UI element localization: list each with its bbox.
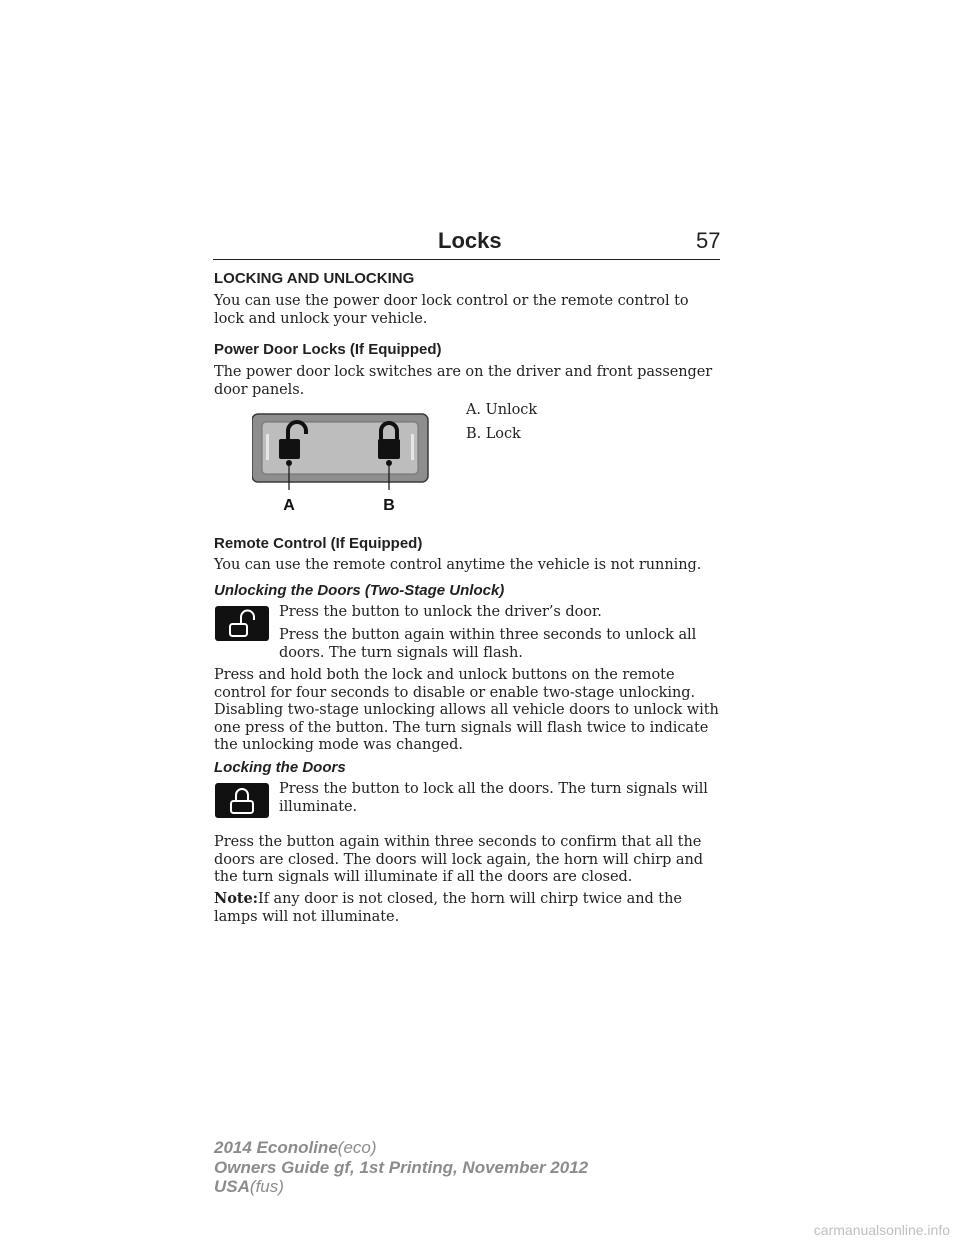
header-rule: [213, 259, 720, 260]
power-locks-body: The power door lock switches are on the driver and front passenger door panels.: [214, 364, 713, 398]
unlock-step-2: Press the button again within three seconds to unlock all doors. The turn signals will flash.: [279, 627, 697, 661]
lock-step-1: Press the button to lock all the doors. The turn signals will illuminate.: [279, 781, 708, 815]
footer-market-code: (fus): [249, 1177, 284, 1196]
unlock-button-icon: [215, 606, 269, 641]
unlock-step-1: Press the button to unlock the driver’s door.: [279, 604, 602, 620]
door-lock-switch-illustration: [252, 412, 430, 520]
two-stage-hold-text: Press and hold both the lock and unlock buttons on the remote control for four seconds to disable or enable two-stage unlocking. Disabling two-stage unlocking allows all vehicle doors to unlock with one press of the button. The turn signals will flash twice to indicate the unlocking mode was changed.: [214, 667, 719, 753]
page-footer: [214, 1138, 588, 1197]
lock-step-2: Press the button again within three seconds to confirm that all the doors are closed. The doors will lock again, the horn will chirp and the turn signals will illuminate if all the doors are closed.: [214, 834, 704, 885]
footer-market: USA: [214, 1177, 250, 1196]
door-lock-switch-diagram: [252, 412, 430, 520]
callout-a: A: [283, 497, 295, 514]
legend-lock: B. Lock: [466, 426, 521, 442]
legend-unlock: A. Unlock: [466, 402, 538, 418]
lock-button-icon: [215, 783, 269, 818]
heading-unlocking-doors: Unlocking the Doors (Two-Stage Unlock): [214, 582, 505, 599]
heading-remote-control: Remote Control (If Equipped): [214, 535, 423, 552]
page-number: 57: [696, 228, 721, 253]
heading-locking-doors: Locking the Doors: [214, 759, 346, 776]
note-text: If any door is not closed, the horn will chirp twice and the lamps will not illuminate.: [214, 891, 682, 925]
footer-guide: Owners Guide gf, 1st Printing, November 2012: [214, 1157, 589, 1177]
note-label: Note:: [214, 890, 258, 907]
footer-model-code: (eco): [337, 1138, 377, 1157]
callout-b: B: [383, 497, 395, 514]
heading-power-door-locks: Power Door Locks (If Equipped): [214, 341, 442, 358]
remote-body: You can use the remote control anytime the vehicle is not running.: [214, 557, 702, 573]
page-title: Locks: [438, 228, 502, 253]
lock-icon: [215, 783, 269, 818]
heading-locking-and-unlocking: LOCKING AND UNLOCKING: [214, 270, 415, 287]
locking-intro: You can use the power door lock control or the remote control to lock and unlock your vehicle.: [214, 293, 689, 327]
lock-note: [214, 890, 720, 926]
watermark: carmanualsonline.info: [813, 1222, 950, 1238]
unlock-icon: [215, 606, 269, 641]
footer-model: 2014 Econoline: [214, 1138, 338, 1157]
